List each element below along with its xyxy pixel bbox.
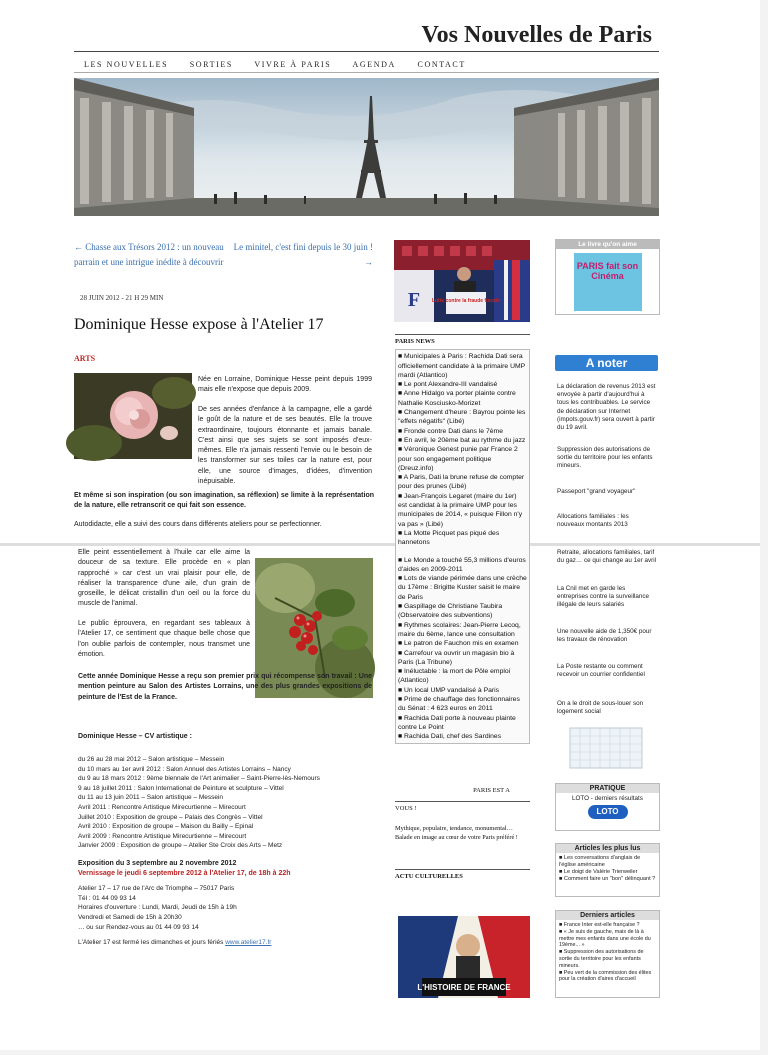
header-rule — [74, 51, 659, 52]
news-item[interactable]: ■ Rachida Dati, chef des Sardines — [398, 733, 502, 741]
news-item[interactable]: ■ Rythmes scolaires: Jean-Pierre Lecoq, maire du 6ème, lance une consultation — [398, 621, 521, 638]
note-item[interactable]: Passeport "grand voyageur" — [557, 488, 636, 495]
news-item[interactable]: ■ Lots de viande périmée dans une crèche du 17ème : Brigitte Kuster saisit le maire de Paris — [398, 575, 527, 601]
paris-tagline: Mythique, populaire, tendance, monumental… Balade en image au cœur de votre Paris préféré ! — [395, 824, 518, 841]
derniers-articles-widget — [555, 910, 660, 998]
cv-list — [78, 755, 320, 948]
hours-line: Horaires d'ouverture : Lundi, Mardi, Jeudi de 15h à 19h — [78, 904, 237, 912]
news-item[interactable]: ■ La Motte Picquet pas piqué des hannetons — [398, 529, 500, 547]
pratique-heading: PRATIQUE — [556, 784, 659, 793]
loto-label[interactable]: LOTO - derniers résultats — [572, 795, 643, 802]
derniers-item[interactable]: ■ France Inter est-elle française ? — [559, 922, 640, 928]
news-item[interactable]: ■ Changement d'heure : Bayrou pointe les "effets négatifs" (Libé) — [398, 409, 526, 426]
derniers-item[interactable]: ■ Peu vert de la commission des élites pour la création d'aires d'accueil — [559, 969, 652, 983]
loto-logo[interactable]: LOTO — [588, 805, 628, 819]
news-item[interactable]: ■ Véronique Genest punie par France 2 pour son engagement politique (Dreuz.info) — [398, 446, 518, 472]
rdv-line: … ou sur Rendez-vous au 01 44 09 93 14 — [78, 923, 199, 931]
news-item[interactable]: ■ Le pont Alexandre-III vandalisé — [398, 381, 498, 389]
hours-line: Vendredi et Samedi de 15h à 20h30 — [78, 913, 182, 921]
svg-text:F: F — [407, 289, 421, 311]
news-item[interactable]: ■ Le Monde a touché 55,3 millions d'euros d'aides en 2009-2011 — [398, 556, 526, 573]
poster-title: L'HISTOIRE DE FRANCE — [417, 983, 511, 992]
main-nav — [84, 60, 484, 69]
note-item[interactable]: Suppression des autorisations de sortie du territoire pour les enfants mineurs. — [557, 446, 653, 470]
nav-sorties[interactable]: SORTIES — [189, 60, 233, 69]
article-paragraph-4: Autodidacte, elle a suivi des cours dans différents ateliers pour se perfectionner. — [74, 521, 322, 528]
news-item[interactable]: ■ Prime de chauffage des fonctionnaires du Sénat : 4 623 euros en 2011 — [398, 695, 520, 713]
news-item[interactable]: ■ Anne Hidalgo va porter plainte contre Nathalie Kosciusko-Morizet — [398, 390, 516, 407]
paris-news-list — [395, 349, 530, 744]
cv-item: Avril 2009 : Rencontre Artistique Mirecurtienne – Mirecourt — [78, 832, 247, 840]
article-paragraph-6: Le public éprouvera, en regardant ses tableaux à l'Atelier 17, ce sentiment que chaque belle chose que l'on oublie parfois de contempler, nous transmet une émotion. — [78, 620, 250, 658]
news-item[interactable]: ■ Rachida Dati porte à nouveau plainte contre Le Point — [398, 714, 516, 731]
news-item[interactable]: ■ En avril, le 20ème bat au rythme du jazz — [398, 436, 526, 444]
cv-item: Juillet 2010 : Exposition de groupe – Palais des Congrès – Vittel — [78, 813, 263, 821]
plus-lus-item[interactable]: ■ Les conversations d'anglais de l'église américaine — [559, 855, 641, 868]
vernissage: Vernissage le jeudi 6 septembre 2012 à l'Atelier 17, de 18h à 22h — [78, 869, 291, 877]
derniers-item[interactable]: ■ Suppression des autorisations de sortie du territoire pour les enfants mineurs. — [559, 949, 644, 969]
plus-lus-widget — [555, 843, 660, 897]
news-item[interactable]: ■ Municipales à Paris : Rachida Dati sera officiellement candidate à la primaire UMP mardi (Atlantico) — [398, 353, 526, 379]
news-photo — [394, 240, 530, 322]
book-widget-heading: Le livre qu'on aime — [556, 240, 659, 249]
pratique-widget — [555, 783, 660, 831]
article-paragraph-3: Et même si son inspiration (ou son imagination, sa réflexion) se limite à la représentation de la nature, elle retranscrit ce qui fait son essence. — [74, 492, 374, 510]
news-item[interactable]: ■ Gaspillage de Christiane Taubira (Observatoire des subventions) — [398, 603, 503, 620]
plus-lus-heading: Articles les plus lus — [556, 844, 659, 853]
paris-news-section — [395, 334, 530, 744]
cv-item: 9 au 18 juillet 2011 : Salon International de Peinture et sculpture – Vittel — [78, 784, 284, 792]
cv-item: Avril 2011 : Rencontre Artistique Mirecurtienne – Mirecourt — [78, 803, 246, 811]
news-item[interactable]: ■ Un local UMP vandalisé à Paris — [398, 686, 500, 694]
banner-image — [74, 78, 659, 216]
expo-dates: Exposition du 3 septembre au 2 novembre 2012 — [78, 859, 237, 867]
closing-line — [78, 938, 320, 948]
podium-text: Lutte contre la fraude fiscale — [431, 298, 501, 304]
article-paragraph-5: Elle peint essentiellement à l'huile car elle aime la douceur de sa texture. Elle procède en « plan rapproché » car c'est un vrai plaisir pour elle, de réaliser la transparence d'une aile, d'un grain de groseille, le délicat cristallin d'un oeil ou la force du muscle de l'animal. — [78, 549, 250, 608]
news-item[interactable]: ■ Jean-François Legaret (maire du 1er) est candidat à la primaire UMP pour les municipales de 2014, « puisque Fillon n'y va pas » (Libé) — [398, 492, 523, 528]
cv-item: du 26 au 28 mai 2012 – Salon artistique – Messein — [78, 756, 225, 763]
cv-item: du 9 au 18 mars 2012 : 9ème biennale de l'Art animalier – Saint-Pierre-lès-Nemours — [78, 775, 320, 783]
eiffel-tower-photo — [74, 78, 659, 216]
paris-est-a-vous-section — [395, 786, 530, 842]
calendar-icon — [570, 728, 642, 768]
closing-text: L'Atelier 17 est fermé les dimanches et jours fériés — [78, 939, 224, 947]
article-dateline: 28 JUIN 2012 - 21 H 29 MIN — [80, 294, 164, 302]
book-widget — [555, 239, 660, 315]
paris-est-a-heading: PARIS EST A — [473, 787, 510, 794]
article-paragraph-7: Cette année Dominique Hesse a reçu son premier prix qui récompense son travail : Une mention peinture au Salon des Artistes Lorrains, une des plus grandes expositions de peinture de l'Est de la France. — [78, 673, 372, 701]
address-line: Atelier 17 – 17 rue de l'Arc de Triomphe – 75017 Paris — [78, 885, 235, 893]
article-paragraph-2: De ses années d'enfance à la campagne, elle a gardé le goût de la nature et de ses beautés. Elle la trouve extraordinaire, toujours étonnante et jamais banale. C'est ainsi que ses sujets se sont imposés d'eux-mêmes. Elle n'a jamais ressenti l'envie ou le besoin de les transformer sur ses toiles car la nature est, pour elle, une source d'images, d'idées, d'invention inépuisable. — [198, 406, 372, 486]
histoire-de-france-poster — [398, 916, 530, 998]
derniers-articles-heading: Derniers articles — [556, 911, 659, 920]
cv-item: du 11 au 13 juin 2011 – Salon artistique – Messein — [78, 794, 224, 802]
article-paragraph-1: Née en Lorraine, Dominique Hesse peint depuis 1999 mais elle n'expose que depuis 2009. — [198, 376, 372, 394]
site-title[interactable]: Vos Nouvelles de Paris — [421, 22, 652, 48]
book-cover-title: PARIS fait son Cinéma — [576, 261, 639, 281]
flower-painting-image — [74, 373, 192, 459]
prev-post-link[interactable]: ← Chasse aux Trésors 2012 : un nouveau parrain et une intrigue inédite à découvrir — [74, 242, 224, 267]
article-title: Dominique Hesse expose à l'Atelier 17 — [74, 316, 324, 333]
note-item[interactable]: La Cnil met en garde les entreprises contre la surveillance illégale de leurs salariés — [557, 585, 650, 609]
nav-les-nouvelles[interactable]: LES NOUVELLES — [84, 60, 169, 69]
plus-lus-item[interactable]: ■ Le doigt de Valérie Trierweiler — [559, 869, 638, 875]
nav-vivre-a-paris[interactable]: VIVRE À PARIS — [254, 60, 332, 69]
article-category[interactable]: ARTS — [74, 354, 96, 363]
cv-title: Dominique Hesse – CV artistique : — [78, 733, 192, 740]
vous-heading: VOUS ! — [395, 801, 530, 813]
note-item[interactable]: Retraite, allocations familiales, tarif du gaz… ce qui change au 1er avril — [557, 549, 657, 565]
scan-seam — [0, 543, 760, 546]
derniers-item[interactable]: ■ « Je suis de gauche, mais de là à mettre mes enfants dans une école du 19ème... » — [559, 928, 651, 949]
news-item[interactable]: ■ Fronde contre Dati dans le 7ème — [398, 427, 503, 435]
paris-news-heading: PARIS NEWS — [395, 334, 530, 346]
atelier-link[interactable]: www.atelier17.fr — [225, 939, 272, 947]
a-noter-heading: A noter — [555, 355, 658, 371]
note-item[interactable]: La Poste restante ou comment recevoir un courrier confidentiel — [557, 663, 645, 679]
cv-item: Janvier 2009 : Exposition de groupe – Atelier Ste Croix des Arts – Metz — [78, 842, 283, 850]
nav-rule — [74, 72, 659, 73]
plus-lus-item[interactable]: ■ Comment faire un "bon" délinquant ? — [559, 876, 656, 882]
nav-contact[interactable]: CONTACT — [417, 60, 466, 69]
note-item[interactable]: Allocations familiales : les nouveaux montants 2013 — [557, 513, 629, 529]
cv-item: du 10 mars au 1er avril 2012 : Salon Annuel des Artistes Lorrains – Nancy — [78, 765, 291, 773]
note-item[interactable]: La déclaration de revenus 2013 est envoyée à partir d'aujourd'hui à tous les contribuables. Le service de déclaration sur Internet (impots.gouv.fr) sera ouvert à partir du 19 avril. — [557, 383, 656, 432]
news-item[interactable]: ■ Inéluctable : la mort de Pôle emploi (Atlantico) — [398, 668, 511, 685]
note-item[interactable]: On a le droit de sous-louer son logement social — [557, 700, 644, 716]
phone-line: Tél : 01 44 09 93 14 — [78, 894, 136, 902]
nav-agenda[interactable]: AGENDA — [352, 60, 396, 69]
actu-culturelles-heading[interactable]: ACTU CULTURELLES — [395, 869, 530, 881]
note-item[interactable]: Une nouvelle aide de 1,350€ pour les travaux de rénovation — [557, 628, 652, 644]
news-item[interactable]: ■ Carrefour va ouvrir un magasin bio à Paris (La Tribune) — [398, 649, 515, 666]
news-item[interactable]: ■ A Paris, Dati la brune refuse de compter pour des prunes (Libé) — [398, 474, 525, 491]
actu-culturelles-section — [395, 869, 530, 881]
book-cover[interactable] — [574, 253, 642, 311]
cv-item: Avril 2010 : Exposition de groupe – Maison du Bailly – Epinal — [78, 823, 254, 831]
next-post-link[interactable]: Le minitel, c'est fini depuis le 30 juin ! → — [233, 242, 373, 267]
news-item[interactable]: ■ Le patron de Fauchon mis en examen — [398, 640, 519, 648]
